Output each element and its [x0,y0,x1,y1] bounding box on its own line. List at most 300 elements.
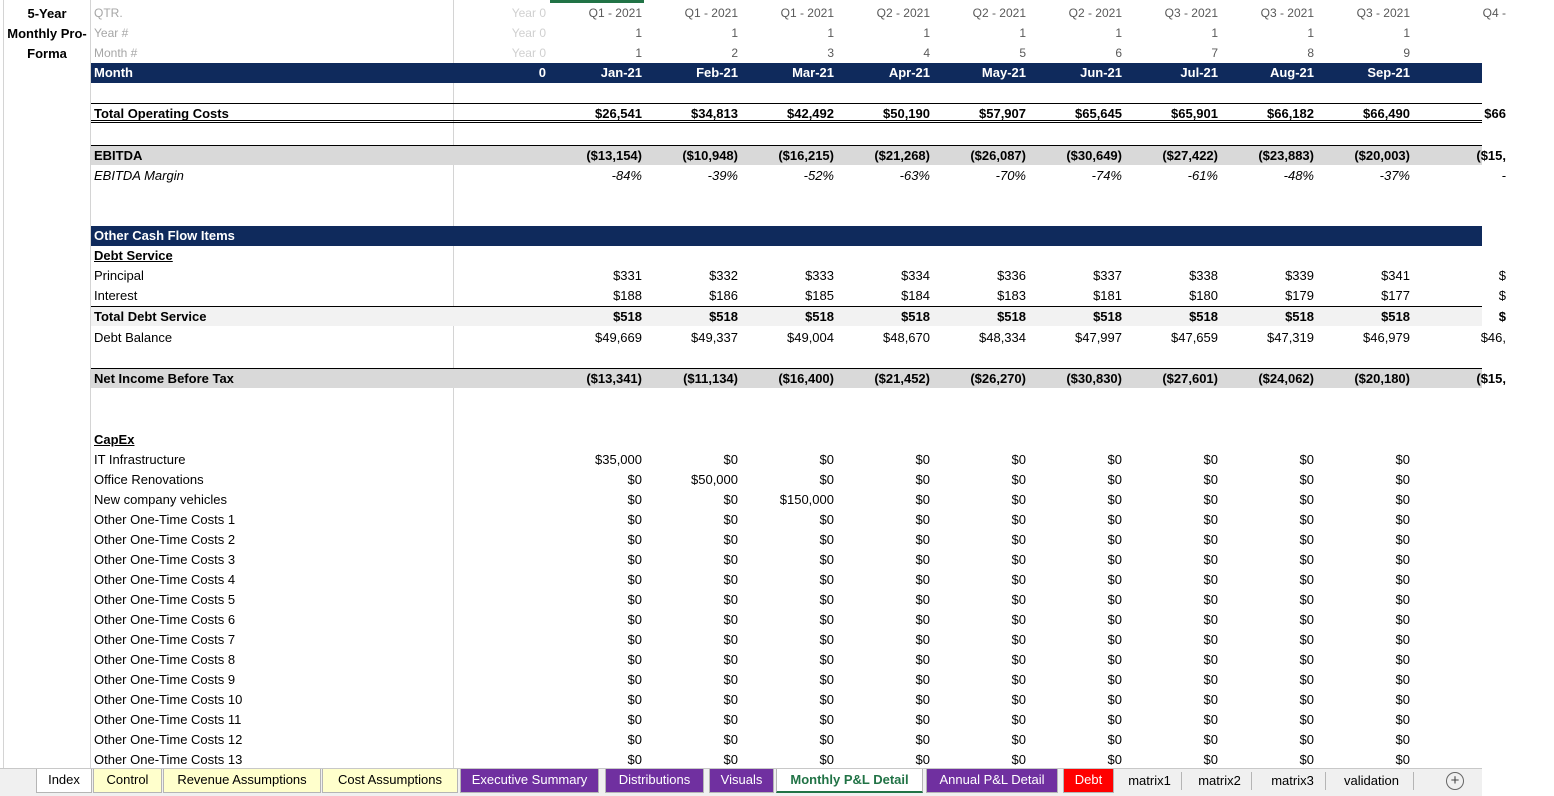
header-cell-qtr[interactable]: Q2 - 2021 [972,6,1026,20]
capex-item-row-cell[interactable]: $0 [1299,552,1314,567]
capex-item-row-cell[interactable]: $0 [1107,472,1122,487]
ebitda-row-cell[interactable]: ($10,948) [682,148,738,163]
capex-item-row-cell[interactable]: $0 [723,512,738,527]
debt-balance-row-cell[interactable]: $49,004 [787,330,834,345]
total-operating-costs-row-cell[interactable]: $57,907 [979,106,1026,121]
capex-item-row-cell[interactable]: $0 [1203,592,1218,607]
capex-item-row-cell[interactable]: $0 [723,732,738,747]
header-cell-qtr[interactable]: Q3 - 2021 [1260,6,1314,20]
principal-row-cell[interactable]: $331 [613,268,642,283]
capex-item-row-cell[interactable]: $0 [819,452,834,467]
capex-item-row-cell[interactable]: $0 [1395,592,1410,607]
net-income-before-tax-row-cell[interactable]: ($30,830) [1066,371,1122,386]
capex-item-row-cell[interactable]: $0 [915,632,930,647]
interest-row-cell[interactable]: $177 [1381,288,1410,303]
sheet-tab-cost-assumptions[interactable]: Cost Assumptions [322,769,458,793]
ebitda-row-cell[interactable]: ($21,268) [874,148,930,163]
capex-item-row-cell[interactable]: $0 [1011,532,1026,547]
month-header-cell[interactable]: Jan-21 [600,65,642,80]
capex-item-row-cell[interactable]: $0 [723,612,738,627]
capex-item-row-cell[interactable]: $0 [819,752,834,767]
total-operating-costs-row-cell[interactable]: $66 [1484,106,1506,121]
total-operating-costs-row-cell[interactable]: $65,901 [1171,106,1218,121]
capex-item-row-cell[interactable]: $0 [1395,672,1410,687]
sheet-tab-distributions[interactable]: Distributions [605,769,704,793]
capex-item-row-cell[interactable]: $0 [1395,452,1410,467]
capex-item-row-cell[interactable]: $0 [723,632,738,647]
month-header-cell[interactable]: May-21 [981,65,1026,80]
ebitda-row-cell[interactable]: ($23,883) [1258,148,1314,163]
capex-item-row-label[interactable]: Other One-Time Costs 1 [94,512,236,527]
capex-item-row-label[interactable]: Other One-Time Costs 10 [94,692,243,707]
principal-row-cell[interactable]: $332 [709,268,738,283]
capex-item-row-cell[interactable]: $0 [1107,512,1122,527]
principal-row-cell[interactable]: $339 [1285,268,1314,283]
capex-item-row-cell[interactable]: $0 [723,652,738,667]
sheet-tab-index[interactable]: Index [36,769,92,793]
total-debt-service-row-cell[interactable]: $518 [901,309,930,324]
capex-item-row-cell[interactable]: $0 [1107,732,1122,747]
principal-row-cell[interactable]: $334 [901,268,930,283]
capex-item-row-cell[interactable]: $0 [1107,572,1122,587]
capex-item-row-cell[interactable]: $0 [1203,492,1218,507]
total-debt-service-row-cell[interactable]: $518 [613,309,642,324]
capex-item-row-cell[interactable]: $0 [819,512,834,527]
capex-item-row-cell[interactable]: $0 [627,692,642,707]
capex-item-row-cell[interactable]: $0 [1395,752,1410,767]
header-cell-qtr[interactable]: Q1 - 2021 [588,6,642,20]
capex-item-row-cell[interactable]: $0 [627,712,642,727]
ebitda-row-cell[interactable]: ($27,422) [1162,148,1218,163]
net-income-before-tax-row-cell[interactable]: ($27,601) [1162,371,1218,386]
header-cell-qtr[interactable]: Q3 - 2021 [1164,6,1218,20]
capex-item-row-label[interactable]: Office Renovations [94,472,204,487]
capex-item-row-cell[interactable]: $0 [915,572,930,587]
header-cell-qtr[interactable]: Q2 - 2021 [876,6,930,20]
capex-item-row-cell[interactable]: $0 [1011,472,1026,487]
principal-row-cell[interactable]: $337 [1093,268,1122,283]
total-debt-service-row-cell[interactable]: $518 [1381,309,1410,324]
month-header-cell[interactable]: Jul-21 [1180,65,1218,80]
sheet-tab-matrix1[interactable]: matrix1 [1118,772,1182,790]
principal-row-cell[interactable]: $ [1498,268,1506,283]
capex-item-row-cell[interactable]: $0 [819,712,834,727]
debt-balance-row-cell[interactable]: $47,997 [1075,330,1122,345]
header-cell-month_num[interactable]: 4 [923,46,930,60]
capex-item-row-cell[interactable]: $0 [627,572,642,587]
debt-balance-row-cell[interactable]: $48,334 [979,330,1026,345]
capex-item-row-cell[interactable]: $0 [627,552,642,567]
ebitda-margin-row-cell[interactable]: -70% [995,168,1026,183]
header-cell-year[interactable]: 1 [1211,26,1218,40]
ebitda-margin-row-cell[interactable]: -48% [1283,168,1314,183]
net-income-before-tax-row-cell[interactable]: ($16,400) [778,371,834,386]
capex-item-row-cell[interactable]: $0 [1203,732,1218,747]
capex-item-row-cell[interactable]: $0 [723,572,738,587]
interest-row-cell[interactable]: $181 [1093,288,1122,303]
capex-item-row-cell[interactable]: $0 [1299,612,1314,627]
header-cell-month_num[interactable]: 9 [1403,46,1410,60]
capex-item-row-cell[interactable]: $0 [1011,692,1026,707]
header-cell-month_num[interactable]: 5 [1019,46,1026,60]
debt-service-heading-row-label[interactable]: Debt Service [94,248,173,263]
capex-item-row-cell[interactable]: $0 [723,552,738,567]
ebitda-row-cell[interactable]: ($13,154) [586,148,642,163]
net-income-before-tax-row-cell[interactable]: ($24,062) [1258,371,1314,386]
capex-item-row-cell[interactable]: $0 [627,632,642,647]
capex-item-row-label[interactable]: Other One-Time Costs 7 [94,632,236,647]
ebitda-row-cell[interactable]: ($15, [1476,148,1506,163]
interest-row-cell[interactable]: $188 [613,288,642,303]
capex-item-row-cell[interactable]: $0 [915,612,930,627]
capex-item-row-cell[interactable]: $0 [627,472,642,487]
capex-item-row-cell[interactable]: $0 [1011,612,1026,627]
capex-item-row-cell[interactable]: $0 [627,752,642,767]
principal-row-label[interactable]: Principal [94,268,144,283]
header-cell-qtr[interactable]: Q2 - 2021 [1068,6,1122,20]
capex-item-row-cell[interactable]: $0 [819,612,834,627]
capex-item-row-label[interactable]: Other One-Time Costs 13 [94,752,243,767]
capex-item-row-cell[interactable]: $0 [1203,572,1218,587]
capex-item-row-cell[interactable]: $0 [1011,712,1026,727]
capex-item-row-cell[interactable]: $0 [627,492,642,507]
capex-item-row-cell[interactable]: $0 [723,592,738,607]
header-cell-year[interactable]: 1 [1403,26,1410,40]
capex-item-row-cell[interactable]: $0 [1203,612,1218,627]
capex-item-row-cell[interactable]: $0 [1395,532,1410,547]
capex-item-row-cell[interactable]: $0 [1299,492,1314,507]
capex-item-row-cell[interactable]: $0 [1395,632,1410,647]
debt-balance-row-cell[interactable]: $49,337 [691,330,738,345]
capex-item-row-cell[interactable]: $0 [819,592,834,607]
capex-item-row-cell[interactable]: $0 [1395,692,1410,707]
add-sheet-icon[interactable]: + [1446,772,1464,790]
capex-heading-row-label[interactable]: CapEx [94,432,135,447]
principal-row-cell[interactable]: $336 [997,268,1026,283]
total-operating-costs-row-cell[interactable]: $66,182 [1267,106,1314,121]
capex-item-row-cell[interactable]: $0 [819,532,834,547]
capex-item-row-cell[interactable]: $0 [723,452,738,467]
interest-row-cell[interactable]: $186 [709,288,738,303]
capex-item-row-label[interactable]: Other One-Time Costs 2 [94,532,236,547]
capex-item-row-cell[interactable]: $0 [1107,672,1122,687]
capex-item-row-cell[interactable]: $0 [627,652,642,667]
header-cell-month_num[interactable]: 7 [1211,46,1218,60]
capex-item-row-label[interactable]: Other One-Time Costs 3 [94,552,236,567]
sheet-tab-matrix2[interactable]: matrix2 [1188,772,1252,790]
capex-item-row-cell[interactable]: $0 [1011,732,1026,747]
capex-item-row-cell[interactable]: $0 [1107,652,1122,667]
sheet-tab-control[interactable]: Control [93,769,162,793]
ebitda-row-cell[interactable]: ($16,215) [778,148,834,163]
capex-item-row-cell[interactable]: $0 [723,492,738,507]
capex-item-row-cell[interactable]: $0 [1203,652,1218,667]
net-income-before-tax-row-cell[interactable]: ($21,452) [874,371,930,386]
capex-item-row-cell[interactable]: $0 [1107,752,1122,767]
net-income-before-tax-row-label[interactable]: Net Income Before Tax [94,371,234,386]
total-operating-costs-row-cell[interactable]: $65,645 [1075,106,1122,121]
month-header-cell[interactable]: Oc [1488,65,1506,80]
capex-item-row-cell[interactable]: $0 [915,732,930,747]
total-debt-service-row-cell[interactable]: $518 [997,309,1026,324]
debt-balance-row-cell[interactable]: $46,979 [1363,330,1410,345]
capex-item-row-cell[interactable]: $0 [1203,752,1218,767]
interest-row-label[interactable]: Interest [94,288,138,303]
capex-item-row-label[interactable]: Other One-Time Costs 12 [94,732,243,747]
sheet-tab-revenue-assumptions[interactable]: Revenue Assumptions [163,769,321,793]
header-cell-year[interactable]: 1 [827,26,834,40]
capex-item-row-cell[interactable]: $35,000 [595,452,642,467]
interest-row-cell[interactable]: $180 [1189,288,1218,303]
total-debt-service-row-cell[interactable]: $518 [709,309,738,324]
capex-item-row-cell[interactable]: $0 [1395,472,1410,487]
interest-row-cell[interactable]: $184 [901,288,930,303]
interest-row-cell[interactable]: $ [1498,288,1506,303]
sheet-tab-matrix3[interactable]: matrix3 [1260,772,1326,790]
capex-item-row-cell[interactable]: $0 [819,692,834,707]
capex-item-row-cell[interactable]: $0 [1299,712,1314,727]
ebitda-margin-row-cell[interactable]: -61% [1187,168,1218,183]
total-debt-service-row-cell[interactable]: $518 [1189,309,1218,324]
total-operating-costs-row-cell[interactable]: $34,813 [691,106,738,121]
ebitda-margin-row-cell[interactable]: -74% [1091,168,1122,183]
capex-item-row-label[interactable]: Other One-Time Costs 11 [94,712,242,727]
capex-item-row-cell[interactable]: $0 [1107,532,1122,547]
capex-item-row-cell[interactable]: $0 [1395,652,1410,667]
sheet-tab-validation[interactable]: validation [1330,772,1414,790]
ebitda-margin-row-cell[interactable]: -63% [899,168,930,183]
capex-item-row-cell[interactable]: $0 [1395,732,1410,747]
capex-item-row-cell[interactable]: $0 [1395,572,1410,587]
header-cell-year[interactable]: 1 [731,26,738,40]
ebitda-margin-row-cell[interactable]: -37% [1379,168,1410,183]
capex-item-row-cell[interactable]: $0 [1107,592,1122,607]
principal-row-cell[interactable]: $338 [1189,268,1218,283]
capex-item-row-cell[interactable]: $0 [1011,672,1026,687]
total-debt-service-row-label[interactable]: Total Debt Service [94,309,207,324]
capex-item-row-cell[interactable]: $0 [1299,592,1314,607]
capex-item-row-cell[interactable]: $0 [627,512,642,527]
header-cell-qtr[interactable]: Q3 - 2021 [1356,6,1410,20]
capex-item-row-cell[interactable]: $0 [1203,472,1218,487]
debt-balance-row-cell[interactable]: $48,670 [883,330,930,345]
capex-item-row-cell[interactable]: $0 [1203,512,1218,527]
capex-item-row-cell[interactable]: $0 [723,672,738,687]
ebitda-margin-row-cell[interactable]: -52% [803,168,834,183]
debt-balance-row-cell[interactable]: $49,669 [595,330,642,345]
interest-row-cell[interactable]: $179 [1285,288,1314,303]
header-cell-qtr[interactable]: Year 0 [511,6,546,20]
capex-item-row-cell[interactable]: $0 [627,592,642,607]
capex-item-row-cell[interactable]: $0 [1107,452,1122,467]
capex-item-row-cell[interactable]: $0 [1011,552,1026,567]
capex-item-row-cell[interactable]: $0 [1299,572,1314,587]
capex-item-row-cell[interactable]: $0 [915,452,930,467]
capex-item-row-cell[interactable]: $0 [627,732,642,747]
sheet-tab-annual-p-l-detail[interactable]: Annual P&L Detail [926,769,1058,793]
capex-item-row-cell[interactable]: $0 [1107,492,1122,507]
capex-item-row-cell[interactable]: $0 [1107,632,1122,647]
month-header-cell[interactable]: Jun-21 [1080,65,1122,80]
capex-item-row-cell[interactable]: $0 [1011,632,1026,647]
principal-row-cell[interactable]: $333 [805,268,834,283]
month-header-cell[interactable]: 0 [538,65,546,80]
capex-item-row-cell[interactable]: $0 [819,732,834,747]
capex-item-row-cell[interactable]: $0 [1011,492,1026,507]
capex-item-row-cell[interactable]: $0 [1299,692,1314,707]
capex-item-row-cell[interactable]: $0 [915,712,930,727]
net-income-before-tax-row-cell[interactable]: ($11,134) [683,371,738,386]
principal-row-cell[interactable]: $341 [1381,268,1410,283]
capex-item-row-cell[interactable]: $0 [1299,632,1314,647]
capex-item-row-cell[interactable]: $0 [915,692,930,707]
capex-item-row-cell[interactable]: $0 [1299,672,1314,687]
capex-item-row-cell[interactable]: $0 [1395,492,1410,507]
capex-item-row-label[interactable]: Other One-Time Costs 4 [94,572,236,587]
capex-item-row-cell[interactable]: $0 [915,672,930,687]
ebitda-margin-row-cell[interactable]: - [1501,168,1506,183]
month-header-cell[interactable]: Aug-21 [1269,65,1314,80]
header-cell-year[interactable]: 1 [1307,26,1314,40]
capex-item-row-cell[interactable]: $0 [1395,612,1410,627]
capex-item-row-cell[interactable]: $0 [915,492,930,507]
header-cell-month_num[interactable]: 3 [827,46,834,60]
total-debt-service-row-cell[interactable]: $518 [1285,309,1314,324]
interest-row-cell[interactable]: $183 [997,288,1026,303]
header-cell-month_num[interactable]: 8 [1307,46,1314,60]
capex-item-row-cell[interactable]: $0 [819,632,834,647]
capex-item-row-cell[interactable]: $0 [1011,572,1026,587]
capex-item-row-cell[interactable]: $0 [819,552,834,567]
net-income-before-tax-row-cell[interactable]: ($13,341) [586,371,642,386]
debt-balance-row-cell[interactable]: $46, [1480,330,1506,345]
capex-item-row-cell[interactable]: $0 [1395,512,1410,527]
header-cell-qtr[interactable]: Q1 - 2021 [780,6,834,20]
capex-item-row-cell[interactable]: $0 [1011,512,1026,527]
capex-item-row-cell[interactable]: $150,000 [779,492,834,507]
header-cell-qtr[interactable]: Q1 - 2021 [684,6,738,20]
capex-item-row-label[interactable]: Other One-Time Costs 5 [94,592,236,607]
capex-item-row-cell[interactable]: $0 [1203,532,1218,547]
total-operating-costs-row-cell[interactable]: $66,490 [1363,106,1410,121]
capex-item-row-cell[interactable]: $0 [1395,712,1410,727]
capex-item-row-cell[interactable]: $50,000 [691,472,738,487]
header-cell-year[interactable]: Year 0 [511,26,546,40]
capex-item-row-cell[interactable]: $0 [723,752,738,767]
total-debt-service-row-cell[interactable]: $ [1498,309,1506,324]
ebitda-margin-row-label[interactable]: EBITDA Margin [94,168,184,183]
month-header-cell[interactable]: Mar-21 [792,65,834,80]
capex-item-row-cell[interactable]: $0 [915,652,930,667]
capex-item-row-cell[interactable]: $0 [1011,652,1026,667]
interest-row-cell[interactable]: $185 [805,288,834,303]
sheet-tab-monthly-p-l-detail[interactable]: Monthly P&L Detail [776,769,923,793]
capex-item-row-label[interactable]: Other One-Time Costs 9 [94,672,236,687]
capex-item-row-cell[interactable]: $0 [627,532,642,547]
ebitda-row-cell[interactable]: ($26,087) [970,148,1026,163]
sheet-tab-debt[interactable]: Debt [1063,769,1114,793]
net-income-before-tax-row-cell[interactable]: ($26,270) [970,371,1026,386]
capex-item-row-cell[interactable]: $0 [915,552,930,567]
total-operating-costs-row-cell[interactable]: $42,492 [787,106,834,121]
header-cell-month_num[interactable]: 2 [731,46,738,60]
header-cell-year[interactable]: 1 [923,26,930,40]
total-operating-costs-row-cell[interactable]: $26,541 [595,106,642,121]
capex-item-row-cell[interactable]: $0 [1203,692,1218,707]
total-operating-costs-row-cell[interactable]: $50,190 [883,106,930,121]
header-cell-year[interactable]: 1 [635,26,642,40]
month-header-cell[interactable]: Feb-21 [696,65,738,80]
capex-item-row-cell[interactable]: $0 [1299,472,1314,487]
capex-item-row-cell[interactable]: $0 [1107,552,1122,567]
capex-item-row-cell[interactable]: $0 [819,472,834,487]
net-income-before-tax-row-cell[interactable]: ($20,180) [1354,371,1410,386]
capex-item-row-cell[interactable]: $0 [819,652,834,667]
header-cell-qtr[interactable]: Q4 - [1482,6,1506,20]
capex-item-row-cell[interactable]: $0 [1203,672,1218,687]
capex-item-row-cell[interactable]: $0 [1299,512,1314,527]
capex-item-row-cell[interactable]: $0 [1299,652,1314,667]
capex-item-row-cell[interactable]: $0 [723,532,738,547]
capex-item-row-cell[interactable]: $0 [1395,552,1410,567]
ebitda-row-cell[interactable]: ($20,003) [1354,148,1410,163]
capex-item-row-cell[interactable]: $0 [915,752,930,767]
capex-item-row-label[interactable]: New company vehicles [94,492,227,507]
ebitda-margin-row-cell[interactable]: -84% [611,168,642,183]
debt-balance-row-cell[interactable]: $47,319 [1267,330,1314,345]
capex-item-row-cell[interactable]: $0 [915,512,930,527]
header-cell-month_num[interactable]: Year 0 [511,46,546,60]
header-cell-year[interactable]: 1 [1019,26,1026,40]
ebitda-margin-row-cell[interactable]: -39% [707,168,738,183]
sheet-tab-visuals[interactable]: Visuals [709,769,774,793]
capex-item-row-cell[interactable]: $0 [1299,452,1314,467]
debt-balance-row-label[interactable]: Debt Balance [94,330,173,345]
header-cell-year[interactable]: 1 [1115,26,1122,40]
capex-item-row-label[interactable]: IT Infrastructure [94,452,186,467]
total-debt-service-row-cell[interactable]: $518 [1093,309,1122,324]
month-header-cell[interactable]: Apr-21 [888,65,930,80]
header-cell-month_num[interactable]: 6 [1115,46,1122,60]
capex-item-row-cell[interactable]: $0 [1011,592,1026,607]
debt-balance-row-cell[interactable]: $47,659 [1171,330,1218,345]
capex-item-row-label[interactable]: Other One-Time Costs 6 [94,612,236,627]
header-cell-month_num[interactable]: 1 [635,46,642,60]
total-debt-service-row-cell[interactable]: $518 [805,309,834,324]
capex-item-row-cell[interactable]: $0 [627,672,642,687]
capex-item-row-cell[interactable]: $0 [1203,452,1218,467]
capex-item-row-cell[interactable]: $0 [1107,712,1122,727]
capex-item-row-cell[interactable]: $0 [723,692,738,707]
capex-item-row-cell[interactable]: $0 [1299,532,1314,547]
capex-item-row-label[interactable]: Other One-Time Costs 8 [94,652,236,667]
capex-item-row-cell[interactable]: $0 [627,612,642,627]
capex-item-row-cell[interactable]: $0 [723,712,738,727]
capex-item-row-cell[interactable]: $0 [1107,692,1122,707]
ebitda-row-cell[interactable]: ($30,649) [1066,148,1122,163]
capex-item-row-cell[interactable]: $0 [1011,452,1026,467]
capex-item-row-cell[interactable]: $0 [915,532,930,547]
capex-item-row-cell[interactable]: $0 [1299,732,1314,747]
capex-item-row-cell[interactable]: $0 [915,472,930,487]
capex-item-row-cell[interactable]: $0 [1107,612,1122,627]
month-header-cell[interactable]: Sep-21 [1367,65,1410,80]
capex-item-row-cell[interactable]: $0 [915,592,930,607]
total-operating-costs-row-label[interactable]: Total Operating Costs [94,106,229,121]
ebitda-row-label[interactable]: EBITDA [94,148,143,163]
capex-item-row-cell[interactable]: $0 [1299,752,1314,767]
net-income-before-tax-row-cell[interactable]: ($15, [1476,371,1506,386]
